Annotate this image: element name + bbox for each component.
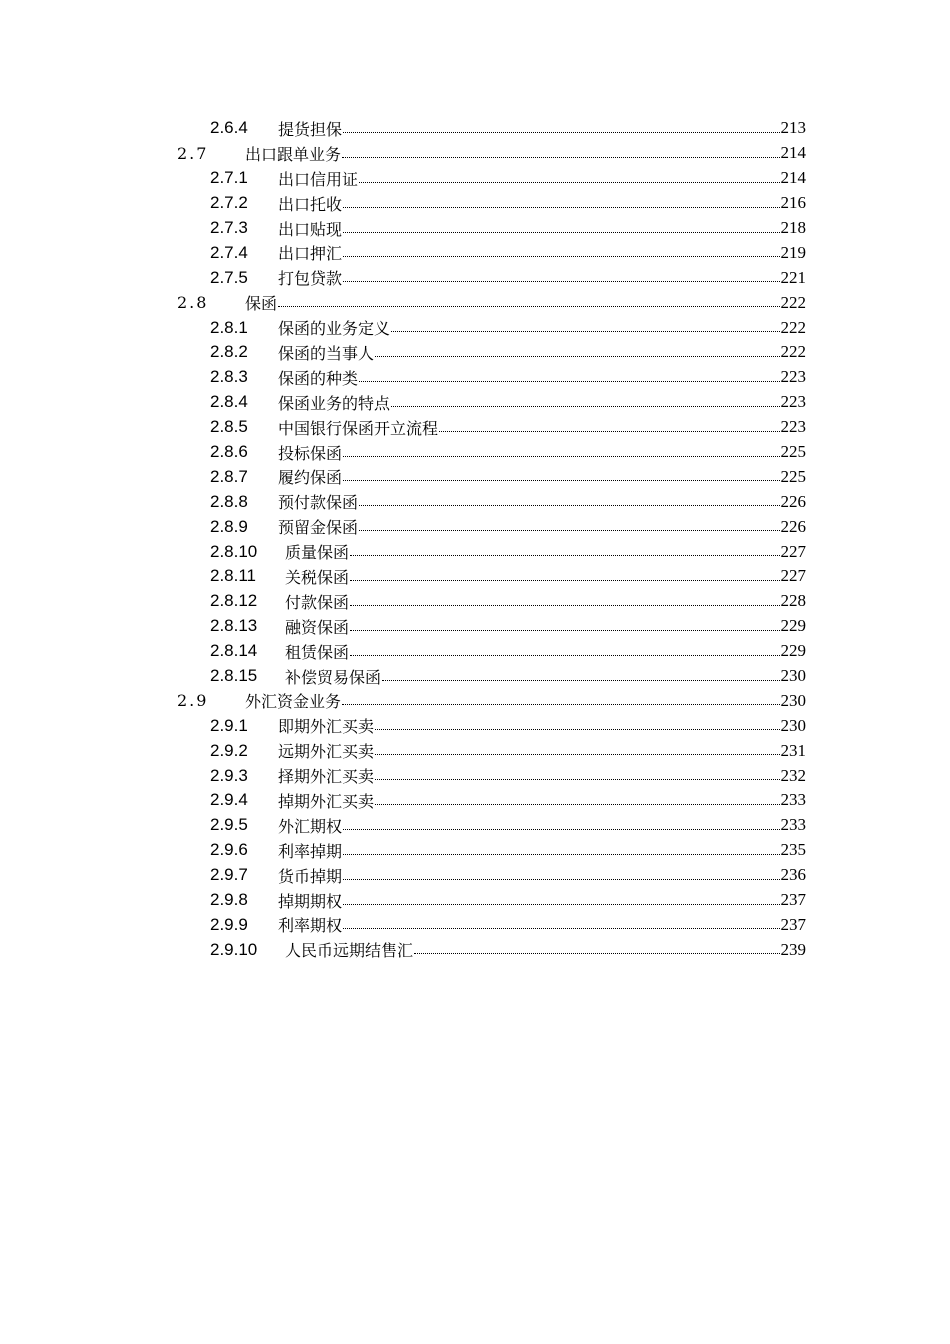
toc-entry-page-number: 230 — [780, 666, 806, 686]
toc-entry[interactable] — [0, 489, 950, 514]
toc-entry[interactable] — [0, 315, 950, 340]
toc-entry-line — [210, 441, 950, 464]
toc-entry[interactable] — [0, 738, 950, 763]
toc-entry-page-number: 236 — [780, 865, 806, 885]
toc-entry-title: 保函的当事人 — [278, 343, 375, 363]
toc-entry-title: 补偿贸易保函 — [285, 667, 382, 687]
toc-dot-leader — [343, 232, 779, 233]
toc-dot-leader — [342, 704, 779, 705]
toc-entry-line — [210, 665, 950, 688]
toc-entry-number: 2.7.1 — [210, 168, 248, 188]
toc-entry-line — [177, 291, 950, 314]
toc-entry-title: 保函业务的特点 — [278, 393, 391, 413]
toc-entry-title: 人民币远期结售汇 — [285, 941, 414, 961]
toc-entry-title: 融资保函 — [285, 617, 350, 637]
toc-entry-title: 利率期权 — [278, 916, 343, 936]
toc-entry-line — [210, 615, 950, 638]
toc-entry-number: 2.8.9 — [210, 516, 248, 536]
toc-entry-title: 投标保函 — [278, 443, 343, 463]
toc-entry-line — [210, 540, 950, 563]
toc-entry-number: 2.8.15 — [210, 666, 258, 686]
toc-entry-line — [210, 640, 950, 663]
toc-dot-leader — [343, 132, 779, 133]
toc-entry[interactable] — [0, 191, 950, 216]
toc-entry[interactable] — [0, 116, 950, 141]
toc-entry-title: 保函的种类 — [278, 368, 359, 388]
toc-entry[interactable] — [0, 614, 950, 639]
toc-entry-number: 2.7 — [177, 143, 209, 163]
toc-entry-title: 打包贷款 — [278, 269, 343, 289]
toc-dot-leader — [343, 256, 779, 257]
toc-dot-leader — [350, 655, 779, 656]
toc-entry-number: 2.8.14 — [210, 641, 258, 661]
toc-entry-title: 出口贴现 — [278, 219, 343, 239]
toc-entry-page-number: 222 — [780, 342, 806, 362]
toc-entry[interactable] — [0, 937, 950, 962]
toc-dot-leader — [343, 904, 779, 905]
toc-entry[interactable] — [0, 888, 950, 913]
toc-entry[interactable] — [0, 514, 950, 539]
toc-entry[interactable] — [0, 713, 950, 738]
toc-entry-page-number: 228 — [780, 591, 806, 611]
toc-dot-leader — [342, 157, 779, 158]
toc-entry-title: 提货担保 — [278, 119, 343, 139]
toc-entry-title: 质量保函 — [285, 543, 350, 563]
toc-entry-title: 出口押汇 — [278, 244, 343, 264]
toc-entry-page-number: 225 — [780, 466, 806, 486]
toc-dot-leader — [343, 928, 779, 929]
toc-entry-title: 出口跟单业务 — [245, 144, 342, 164]
toc-entry[interactable] — [0, 788, 950, 813]
toc-entry-title: 利率掉期 — [278, 841, 343, 861]
toc-entry-line — [210, 416, 950, 439]
toc-entry-number: 2.8.3 — [210, 367, 248, 387]
toc-entry-line — [210, 217, 950, 240]
toc-entry-line — [210, 341, 950, 364]
toc-entry-line — [210, 889, 950, 912]
toc-entry-number: 2.9.2 — [210, 740, 248, 760]
toc-entry-number: 2.9.3 — [210, 765, 248, 785]
toc-entry-page-number: 227 — [780, 566, 806, 586]
toc-entry-title: 掉期期权 — [278, 891, 343, 911]
toc-entry-page-number: 225 — [780, 442, 806, 462]
toc-dot-leader — [391, 331, 779, 332]
toc-entry-number: 2.9.8 — [210, 890, 248, 910]
toc-entry-number: 2.8.1 — [210, 317, 248, 337]
toc-entry[interactable] — [0, 216, 950, 241]
toc-entry-page-number: 229 — [780, 616, 806, 636]
toc-entry[interactable] — [0, 464, 950, 489]
toc-entry-number: 2.9.1 — [210, 715, 248, 735]
toc-entry-line — [210, 167, 950, 190]
toc-entry-number: 2.8 — [177, 293, 209, 313]
toc-dot-leader — [343, 207, 779, 208]
toc-entry[interactable] — [0, 539, 950, 564]
toc-entry-page-number: 221 — [780, 267, 806, 287]
toc-dot-leader — [439, 431, 779, 432]
toc-entry-line — [210, 241, 950, 264]
toc-dot-leader — [359, 530, 779, 531]
toc-entry-page-number: 223 — [780, 367, 806, 387]
toc-entry-number: 2.7.3 — [210, 218, 248, 237]
toc-entry-line — [210, 316, 950, 339]
toc-entry-number: 2.9.6 — [210, 840, 248, 860]
toc-entry-page-number: 233 — [780, 815, 806, 835]
toc-entry-page-number: 230 — [780, 715, 806, 735]
toc-entry-page-number: 237 — [780, 914, 806, 934]
toc-entry-title: 中国银行保函开立流程 — [278, 418, 439, 438]
toc-dot-leader — [359, 182, 779, 183]
toc-entry-page-number: 216 — [780, 193, 806, 213]
toc-entry-page-number: 232 — [780, 765, 806, 785]
toc-entry[interactable] — [0, 240, 950, 265]
toc-entry-page-number: 226 — [780, 516, 806, 536]
toc-entry-title: 外汇资金业务 — [245, 692, 342, 712]
toc-entry[interactable] — [0, 763, 950, 788]
toc-entry-page-number: 223 — [780, 392, 806, 412]
toc-entry-line — [210, 465, 950, 488]
toc-entry[interactable] — [0, 141, 950, 166]
toc-entry-title: 预付款保函 — [278, 493, 359, 513]
toc-entry[interactable] — [0, 813, 950, 838]
toc-dot-leader — [278, 306, 779, 307]
toc-dot-leader — [414, 953, 779, 954]
toc-dot-leader — [343, 854, 779, 855]
toc-entry-line — [210, 117, 950, 140]
toc-dot-leader — [343, 281, 779, 282]
toc-entry-title: 保函的业务定义 — [278, 319, 391, 339]
toc-entry-line — [177, 142, 950, 165]
toc-entry-line — [210, 192, 950, 215]
toc-entry-title: 预留金保函 — [278, 518, 359, 538]
toc-entry-line — [177, 689, 950, 712]
toc-entry-title: 远期外汇买卖 — [278, 742, 375, 762]
toc-entry-title: 保函 — [245, 294, 278, 314]
toc-entry-page-number: 239 — [780, 939, 806, 959]
table-of-contents — [0, 116, 950, 962]
toc-entry-line — [210, 938, 950, 961]
toc-dot-leader — [359, 505, 779, 506]
toc-entry-number: 2.7.5 — [210, 267, 248, 287]
toc-entry-line — [210, 490, 950, 513]
toc-entry-page-number: 226 — [780, 491, 806, 511]
toc-entry-number: 2.8.4 — [210, 392, 248, 412]
toc-entry[interactable] — [0, 265, 950, 290]
toc-entry-line — [210, 864, 950, 887]
toc-entry-number: 2.9.7 — [210, 865, 248, 885]
toc-entry-line — [210, 839, 950, 862]
toc-entry-number: 2.9.10 — [210, 939, 258, 959]
toc-entry-page-number: 222 — [780, 317, 806, 337]
toc-entry-number: 2.6.4 — [210, 118, 248, 138]
toc-entry[interactable] — [0, 639, 950, 664]
toc-entry-title: 掉期外汇买卖 — [278, 791, 375, 811]
toc-dot-leader — [350, 630, 779, 631]
toc-entry-page-number: 219 — [780, 242, 806, 262]
toc-entry-title: 择期外汇买卖 — [278, 767, 375, 787]
toc-entry[interactable] — [0, 415, 950, 440]
toc-entry-number: 2.7.2 — [210, 193, 248, 213]
toc-dot-leader — [375, 729, 779, 730]
toc-dot-leader — [375, 779, 779, 780]
toc-dot-leader — [343, 829, 779, 830]
toc-entry[interactable] — [0, 365, 950, 390]
toc-entry-title: 关税保函 — [285, 567, 350, 587]
toc-entry[interactable] — [0, 166, 950, 191]
toc-entry-page-number: 233 — [780, 790, 806, 810]
toc-entry[interactable] — [0, 564, 950, 589]
toc-entry[interactable] — [0, 340, 950, 365]
toc-entry-page-number: 213 — [780, 118, 806, 138]
toc-entry-title: 外汇期权 — [278, 816, 343, 836]
toc-entry-title: 货币掉期 — [278, 866, 343, 886]
toc-entry-line — [210, 515, 950, 538]
toc-entry-page-number: 231 — [780, 740, 806, 760]
toc-dot-leader — [359, 381, 779, 382]
toc-entry-line — [210, 814, 950, 837]
toc-entry-number: 2.9.9 — [210, 914, 248, 934]
toc-entry[interactable] — [0, 688, 950, 713]
toc-entry-number: 2.7.4 — [210, 242, 248, 262]
toc-entry-number: 2.8.13 — [210, 616, 258, 636]
toc-entry[interactable] — [0, 838, 950, 863]
toc-entry-title: 出口信用证 — [278, 169, 359, 189]
toc-entry-page-number: 222 — [780, 292, 806, 312]
toc-dot-leader — [343, 480, 779, 481]
toc-entry-line — [210, 266, 950, 289]
toc-dot-leader — [350, 555, 779, 556]
toc-entry-line — [210, 366, 950, 389]
toc-dot-leader — [343, 456, 779, 457]
toc-entry-title: 出口托收 — [278, 194, 343, 214]
toc-entry[interactable] — [0, 664, 950, 689]
toc-entry-number: 2.8.11 — [210, 566, 257, 586]
toc-entry-page-number: 218 — [780, 218, 806, 237]
toc-entry-number: 2.9 — [177, 691, 209, 711]
toc-dot-leader — [350, 605, 779, 606]
toc-entry-line — [210, 391, 950, 414]
toc-entry-page-number: 223 — [780, 417, 806, 437]
toc-entry-number: 2.8.12 — [210, 591, 258, 611]
toc-dot-leader — [375, 754, 779, 755]
toc-entry-page-number: 230 — [780, 690, 806, 710]
toc-dot-leader — [382, 680, 779, 681]
toc-entry[interactable] — [0, 290, 950, 315]
toc-entry-page-number: 229 — [780, 641, 806, 661]
toc-entry[interactable] — [0, 913, 950, 938]
toc-entry-line — [210, 590, 950, 613]
toc-entry-number: 2.8.2 — [210, 342, 248, 362]
toc-dot-leader — [375, 356, 779, 357]
toc-entry-title: 付款保函 — [285, 592, 350, 612]
toc-entry-page-number: 237 — [780, 890, 806, 910]
toc-dot-leader — [391, 406, 779, 407]
toc-entry-number: 2.8.10 — [210, 541, 258, 561]
toc-entry[interactable] — [0, 589, 950, 614]
toc-entry-number: 2.8.7 — [210, 466, 248, 486]
toc-dot-leader — [375, 804, 779, 805]
toc-entry-line — [210, 714, 950, 737]
toc-entry-page-number: 227 — [780, 541, 806, 561]
toc-entry-line — [210, 764, 950, 787]
toc-entry-number: 2.8.5 — [210, 417, 248, 437]
toc-entry-number: 2.9.5 — [210, 815, 248, 835]
toc-entry-number: 2.8.8 — [210, 491, 248, 511]
toc-dot-leader — [343, 879, 779, 880]
toc-entry-line — [210, 913, 950, 936]
toc-entry[interactable] — [0, 390, 950, 415]
toc-dot-leader — [350, 580, 779, 581]
toc-entry-number: 2.8.6 — [210, 442, 248, 462]
toc-entry-page-number: 214 — [780, 168, 806, 188]
toc-entry-page-number: 235 — [780, 840, 806, 860]
toc-entry-page-number: 214 — [780, 143, 806, 163]
toc-entry-line — [210, 739, 950, 762]
toc-entry-title: 履约保函 — [278, 468, 343, 488]
toc-entry-line — [210, 565, 950, 588]
toc-entry-line — [210, 789, 950, 812]
toc-entry[interactable] — [0, 863, 950, 888]
toc-entry-title: 即期外汇买卖 — [278, 717, 375, 737]
toc-entry-number: 2.9.4 — [210, 790, 248, 810]
toc-entry-title: 租赁保函 — [285, 642, 350, 662]
toc-entry[interactable] — [0, 440, 950, 465]
